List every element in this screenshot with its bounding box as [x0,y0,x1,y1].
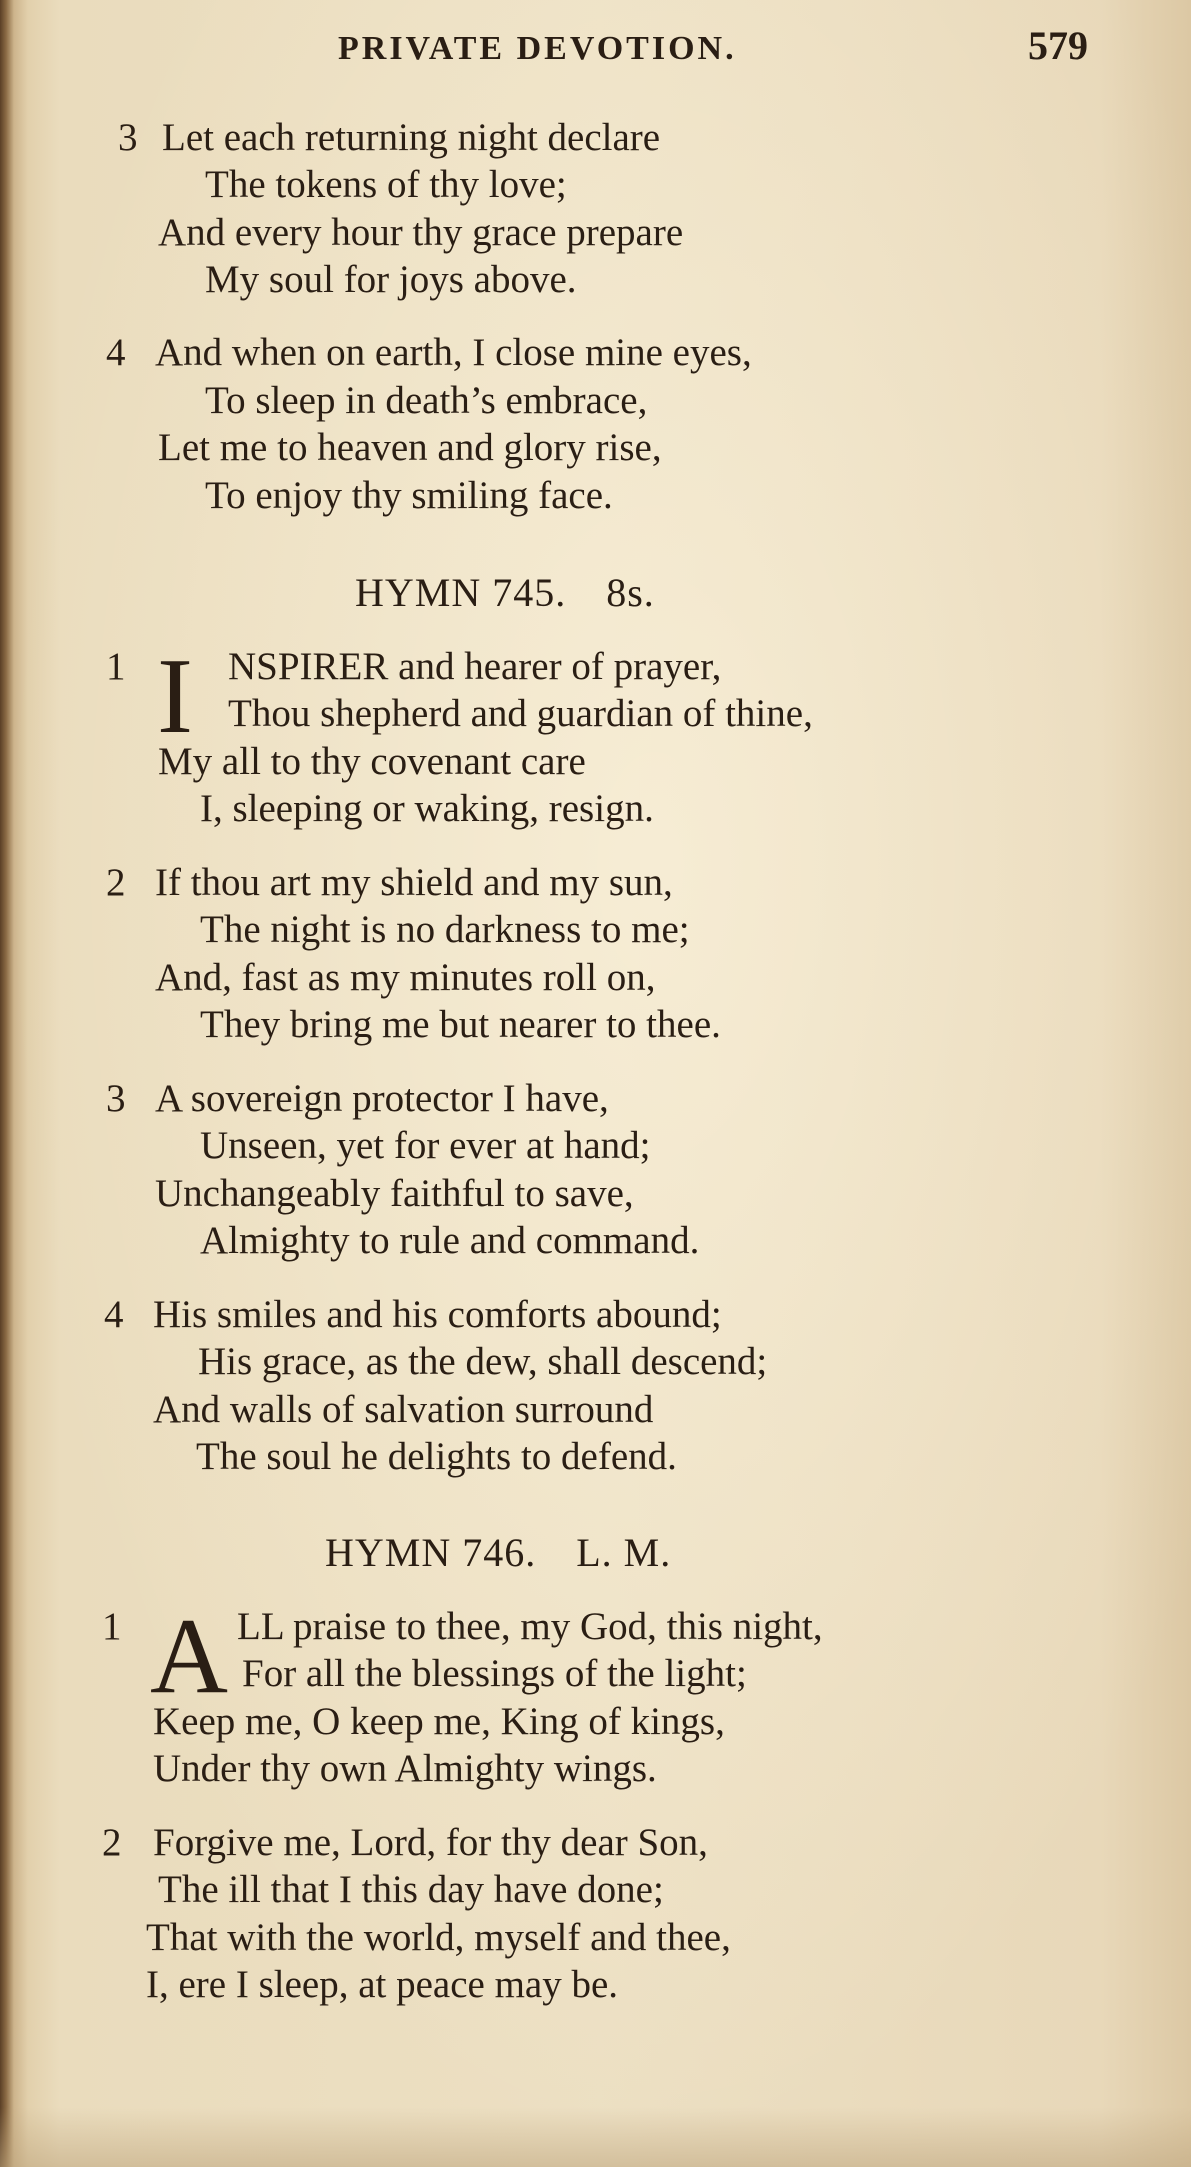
running-title: PRIVATE DEVOTION. [338,30,737,67]
verse-line: If thou art my shield and my sun, [155,861,673,904]
verse-line: I, sleeping or waking, resign. [200,787,654,830]
verse-line: And, fast as my minutes roll on, [155,956,656,999]
verse-line: The soul he delights to defend. [196,1435,677,1478]
verse-number: 4 [104,1293,124,1336]
verse-line: Let each returning night declare [162,116,661,159]
hymn-title: HYMN 745. [355,570,567,615]
verse-line: The tokens of thy love; [205,163,567,206]
verse-number: 2 [106,861,126,904]
page-number: 579 [1028,23,1088,68]
hymn-meter: 8s. [606,570,655,615]
verse-line: They bring me but nearer to thee. [200,1003,721,1046]
verse-number: 1 [102,1605,122,1648]
hymn-heading [355,570,655,615]
verse-number: 3 [118,116,138,159]
hymn-heading [325,1530,672,1575]
verse-line: My soul for joys above. [205,258,577,301]
verse-number: 4 [106,331,126,374]
verse-number: 1 [106,645,126,688]
verse-line: And every hour thy grace prepare [158,211,684,254]
verse-line: His grace, as the dew, shall descend; [198,1340,768,1383]
hymn-meter: L. M. [576,1530,672,1575]
drop-cap: I [157,637,193,756]
verse-line: For all the blessings of the light; [242,1652,747,1695]
verse-line: His smiles and his comforts abound; [153,1293,722,1336]
drop-cap: A [150,1597,228,1716]
verse-line: I, ere I sleep, at peace may be. [146,1963,619,2006]
verse-line: That with the world, myself and thee, [146,1916,731,1959]
verse-line: A sovereign protector I have, [155,1077,609,1120]
verse-line: Keep me, O keep me, King of kings, [153,1700,725,1743]
verse-line: Under thy own Almighty wings. [153,1747,657,1790]
verse-line: Thou shepherd and guardian of thine, [228,692,813,735]
verse-line: Unseen, yet for ever at hand; [200,1124,651,1167]
verse-line: Almighty to rule and command. [200,1219,700,1262]
verse-line: My all to thy covenant care [158,740,586,783]
verse-line: And walls of salvation surround [153,1388,654,1431]
verse-line: Forgive me, Lord, for thy dear Son, [153,1821,708,1864]
page-edge-shadow [0,2107,1191,2167]
verse-line: NSPIRER and hearer of prayer, [228,645,722,688]
verse-line: Unchangeably faithful to save, [155,1172,634,1215]
verse-line: The ill that I this day have done; [158,1868,664,1911]
verse-line: Let me to heaven and glory rise, [158,426,662,469]
verse-line: To sleep in death’s embrace, [205,379,648,422]
verse-number: 3 [106,1077,126,1120]
verse-line: The night is no darkness to me; [200,908,690,951]
verse-line: To enjoy thy smiling face. [205,474,613,517]
verse-line: And when on earth, I close mine eyes, [155,331,752,374]
verse-number: 2 [102,1821,122,1864]
hymn-title: HYMN 746. [325,1530,537,1575]
verse-line: LL praise to thee, my God, this night, [237,1605,823,1648]
